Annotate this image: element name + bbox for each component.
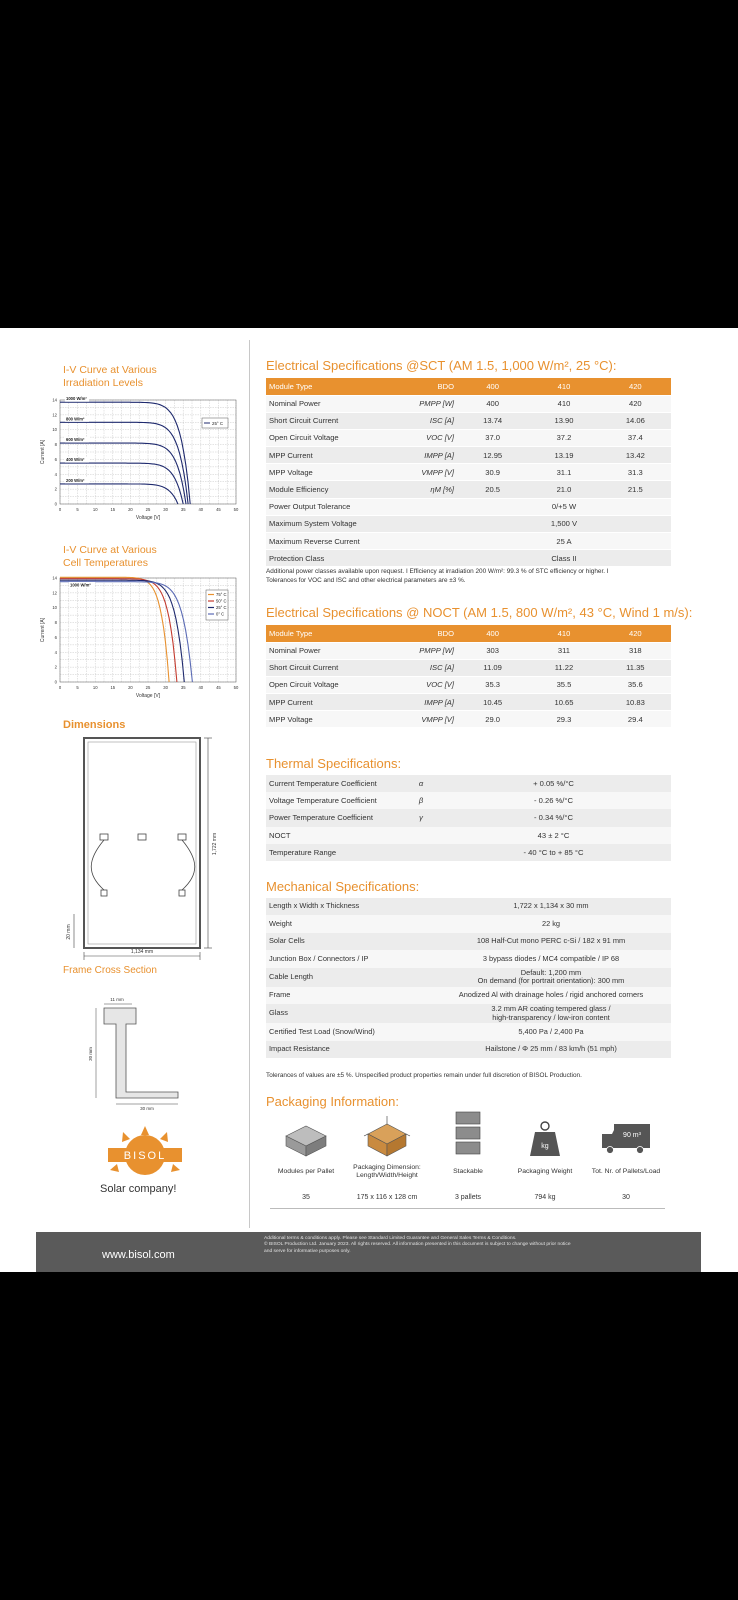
footer-legal-line-1: Additional terms & conditions apply. Please see Standard Limited Guarantee and General Sales Terms & Conditions. <box>264 1236 517 1241</box>
packaging-item-label-line-1: Tot. Nr. of Pallets/Load <box>591 1168 661 1175</box>
x-tick-label: 5 <box>76 507 79 512</box>
mechanical-row-value: 5,400 Pa / 2,400 Pa <box>518 1026 584 1036</box>
x-tick-label: 40 <box>198 685 204 690</box>
thermal-row-label: Voltage Temperature Coefficient <box>266 792 406 809</box>
mechanical-row-value-cell <box>431 968 671 987</box>
weight-icon-text: kg <box>541 1143 549 1150</box>
frame-cross-section-title: Frame Cross Section <box>63 965 157 976</box>
footer <box>36 1232 701 1272</box>
stackable-icon <box>450 1108 486 1160</box>
column-divider <box>249 340 250 1228</box>
noct-row-c3: 29.4 <box>600 711 671 728</box>
thermal-row <box>266 844 671 861</box>
y-tick-label: 4 <box>54 649 57 655</box>
stc-row <box>266 481 671 498</box>
x-tick-label: 20 <box>128 507 133 512</box>
noct-row-label: Nominal Power <box>266 642 402 659</box>
stc-row-sym: ISC [A] <box>402 412 457 429</box>
thermal-row <box>266 827 671 844</box>
mechanical-row-value-2: On demand (for portrait orientation): 300 mm <box>477 976 625 986</box>
stc-table <box>266 378 671 567</box>
truck-icon-text: 90 m³ <box>623 1132 641 1139</box>
noct-row-c2: 10.65 <box>528 694 599 711</box>
thermal-row-value: - 0.26 %/°C <box>436 792 671 809</box>
noct-row <box>266 676 671 693</box>
dimension-width-label: 1,134 mm <box>130 949 154 955</box>
packaging-divider <box>270 1208 665 1209</box>
chart-annotation: 1000 W/m² <box>70 582 91 588</box>
thermal-row-sym: β <box>406 792 436 809</box>
stc-row-label: Nominal Power <box>266 395 402 412</box>
datasheet-page <box>0 328 738 1272</box>
x-tick-label: 45 <box>216 507 221 512</box>
mechanical-row <box>266 987 671 1004</box>
x-tick-label: 30 <box>163 507 168 512</box>
y-tick-label: 10 <box>52 427 57 433</box>
series-line <box>60 443 186 504</box>
packaging-item-label <box>261 1168 351 1176</box>
legend-label: 75° C <box>216 592 227 597</box>
mechanical-row-value-cell <box>431 1041 671 1058</box>
stc-note <box>266 568 676 585</box>
legend-label: 25° C <box>216 605 227 610</box>
packaging-item-value: 35 <box>302 1194 310 1201</box>
stc-row-label: Short Circuit Current <box>266 412 402 429</box>
mechanical-title: Mechanical Specifications: <box>266 879 420 894</box>
stc-row-c1: 400 <box>457 395 528 412</box>
y-tick-label: 12 <box>52 590 57 596</box>
mechanical-row <box>266 933 671 950</box>
stc-span-label: Power Output Tolerance <box>266 498 457 515</box>
thermal-row-label: Power Temperature Coefficient <box>266 809 406 826</box>
x-axis-label: Voltage [V] <box>135 515 161 521</box>
stc-span-label: Maximum System Voltage <box>266 515 457 532</box>
mechanical-row-label: Weight <box>266 915 431 932</box>
noct-row-c3: 35.6 <box>600 676 671 693</box>
stc-span-value: 1,500 V <box>457 515 671 532</box>
y-axis-label: Current [A] <box>40 439 46 465</box>
noct-row-c1: 10.45 <box>457 694 528 711</box>
bisol-logo <box>100 1124 190 1180</box>
thermal-row <box>266 775 671 792</box>
packaging-item-label-line-1: Stackable <box>453 1168 483 1175</box>
pallet-icon <box>282 1118 330 1160</box>
y-tick-label: 8 <box>54 620 57 626</box>
noct-row-label: Open Circuit Voltage <box>266 676 402 693</box>
stc-span-value: 0/+5 W <box>457 498 671 515</box>
stc-header-c3: 420 <box>600 378 671 395</box>
thermal-row <box>266 809 671 826</box>
stc-span-row <box>266 533 671 550</box>
mechanical-row-label: Length x Width x Thickness <box>266 898 431 915</box>
iv-irradiation-chart <box>38 396 244 526</box>
y-tick-label: 0 <box>54 501 57 507</box>
series-label: 600 W/m² <box>66 437 85 443</box>
noct-row-c1: 35.3 <box>457 676 528 693</box>
x-tick-label: 35 <box>180 507 186 512</box>
stc-row-c3: 21.5 <box>600 481 671 498</box>
dimensions-title: Dimensions <box>63 719 126 731</box>
iv-temperature-title: I-V Curve at Various Cell Temperatures <box>63 544 157 569</box>
mechanical-row-value-cell <box>431 987 671 1004</box>
mechanical-row-label: Certified Test Load (Snow/Wind) <box>266 1023 431 1040</box>
module-dimensions-drawing <box>60 734 230 960</box>
stc-row-c2: 13.90 <box>528 412 599 429</box>
mechanical-row <box>266 950 671 967</box>
y-tick-label: 2 <box>54 486 57 492</box>
mechanical-row-value: Default: 1,200 mm <box>520 967 582 977</box>
noct-row <box>266 711 671 728</box>
iv-irradiation-title: I-V Curve at Various Irradiation Levels <box>63 364 157 389</box>
stc-row-label: Module Efficiency <box>266 481 402 498</box>
y-tick-label: 2 <box>54 664 57 670</box>
x-tick-label: 15 <box>110 685 116 690</box>
footer-legal <box>264 1236 684 1255</box>
noct-row-sym: IMPP [A] <box>402 694 457 711</box>
y-tick-label: 14 <box>52 575 57 581</box>
noct-row-label: MPP Current <box>266 694 402 711</box>
brand-name: BISOL <box>123 1150 167 1162</box>
packaging-item-label <box>581 1168 671 1176</box>
stc-row-c1: 20.5 <box>457 481 528 498</box>
noct-row-sym: VMPP [V] <box>402 711 457 728</box>
footer-url[interactable]: www.bisol.com <box>102 1249 175 1261</box>
stc-row <box>266 395 671 412</box>
noct-row <box>266 642 671 659</box>
x-tick-label: 0 <box>58 507 62 512</box>
noct-row-c1: 29.0 <box>457 711 528 728</box>
packaging-item-label-line-1: Modules per Pallet <box>277 1168 335 1175</box>
stc-row-sym: IMPP [A] <box>402 447 457 464</box>
x-tick-label: 40 <box>198 507 204 512</box>
mechanical-note: Tolerances of values are ±5 %. Unspecified product properties remain under full discretion of BISOL Production. <box>266 1072 582 1079</box>
thermal-row-sym <box>406 827 436 844</box>
packaging-title: Packaging Information: <box>266 1094 399 1109</box>
thermal-row-value: + 0.05 %/°C <box>436 775 671 792</box>
x-tick-label: 5 <box>76 685 79 690</box>
stc-row-c1: 13.74 <box>457 412 528 429</box>
packaging-item-label-line-1: Packaging Weight <box>517 1168 573 1175</box>
mechanical-row-label: Impact Resistance <box>266 1041 431 1058</box>
x-tick-label: 0 <box>58 685 62 690</box>
packaging-item-label <box>342 1164 432 1180</box>
stc-header-c1: 400 <box>457 378 528 395</box>
noct-row-c1: 303 <box>457 642 528 659</box>
noct-title: Electrical Specifications @ NOCT (AM 1.5, 800 W/m², 43 °C, Wind 1 m/s): <box>266 605 693 620</box>
noct-row-sym: ISC [A] <box>402 659 457 676</box>
stc-note-line-2: Tolerances for VOC and ISC and other electrical parameters are ±3 %. <box>266 576 466 584</box>
mechanical-row-value: 1,722 x 1,134 x 30 mm <box>513 901 589 911</box>
mechanical-row-label: Frame <box>266 987 431 1004</box>
mechanical-row-value-2: high-transparency / low-iron content <box>492 1012 610 1022</box>
noct-row-c2: 29.3 <box>528 711 599 728</box>
mechanical-row-value-cell <box>431 933 671 950</box>
thermal-row-sym <box>406 844 436 861</box>
stc-row-c2: 410 <box>528 395 599 412</box>
mechanical-row-label: Cable Length <box>266 968 431 987</box>
frame-bottom-label: 30 mm <box>140 1106 154 1110</box>
mechanical-row-label: Solar Cells <box>266 933 431 950</box>
mechanical-row-value: Anodized Al with drainage holes / rigid anchored corners <box>458 990 644 1000</box>
y-tick-label: 6 <box>54 456 57 462</box>
weight-icon <box>528 1118 562 1160</box>
y-tick-label: 12 <box>52 412 57 418</box>
noct-row-sym: VOC [V] <box>402 676 457 693</box>
y-tick-label: 4 <box>54 471 57 477</box>
thermal-row <box>266 792 671 809</box>
stc-title: Electrical Specifications @SCT (AM 1.5, 1,000 W/m², 25 °C): <box>266 358 617 373</box>
mechanical-row-value-cell <box>431 898 671 915</box>
frame-top-label: 11 mm <box>110 997 124 1002</box>
stc-row-c2: 21.0 <box>528 481 599 498</box>
stc-row-c2: 31.1 <box>528 464 599 481</box>
x-tick-label: 50 <box>233 685 239 690</box>
stc-row-label: MPP Voltage <box>266 464 402 481</box>
brand-tagline: Solar company! <box>100 1183 177 1195</box>
stc-span-label: Maximum Reverse Current <box>266 533 457 550</box>
y-tick-label: 10 <box>52 605 57 611</box>
packaging-item-label-line-2: Length/Width/Height <box>356 1172 418 1179</box>
thermal-row-label: NOCT <box>266 827 406 844</box>
mechanical-row-value-cell <box>431 1023 671 1040</box>
stc-row-c3: 37.4 <box>600 429 671 446</box>
noct-table <box>266 625 671 728</box>
x-tick-label: 10 <box>92 507 98 512</box>
noct-header-row <box>266 625 671 642</box>
iv-temperature-chart <box>38 574 244 704</box>
y-tick-label: 6 <box>54 634 57 640</box>
stc-span-row <box>266 498 671 515</box>
packaging-item-value: 30 <box>622 1194 630 1201</box>
footer-legal-line-3: and serve for informative purposes only. <box>264 1248 351 1254</box>
stc-header-label: Module Type <box>266 378 402 395</box>
stc-row <box>266 429 671 446</box>
stc-row-c1: 37.0 <box>457 429 528 446</box>
thermal-table <box>266 775 671 861</box>
x-tick-label: 20 <box>128 685 133 690</box>
thermal-row-value: - 0.34 %/°C <box>436 809 671 826</box>
legend-label: 25° C <box>212 421 224 426</box>
thermal-row-label: Temperature Range <box>266 844 406 861</box>
stc-row-sym: ηM [%] <box>402 481 457 498</box>
mechanical-row <box>266 915 671 932</box>
noct-row-label: MPP Voltage <box>266 711 402 728</box>
stc-span-value: 25 A <box>457 533 671 550</box>
series-label: 800 W/m² <box>66 416 85 422</box>
noct-row-sym: PMPP [W] <box>402 642 457 659</box>
mechanical-table <box>266 898 671 1058</box>
stc-row-label: MPP Current <box>266 447 402 464</box>
noct-row-c2: 11.22 <box>528 659 599 676</box>
noct-row-c3: 318 <box>600 642 671 659</box>
mechanical-row <box>266 1041 671 1058</box>
stc-header-c2: 410 <box>528 378 599 395</box>
x-tick-label: 30 <box>163 685 168 690</box>
noct-header-label: Module Type <box>266 625 402 642</box>
mechanical-row-label: Junction Box / Connectors / IP <box>266 950 431 967</box>
series-label: 200 W/m² <box>66 477 85 483</box>
noct-row-c3: 10.83 <box>600 694 671 711</box>
y-tick-label: 8 <box>54 442 57 448</box>
mechanical-row-value-cell <box>431 915 671 932</box>
noct-row-label: Short Circuit Current <box>266 659 402 676</box>
packaging-item-label-line-1: Packaging Dimension: <box>353 1164 421 1171</box>
x-tick-label: 15 <box>110 507 116 512</box>
x-tick-label: 25 <box>145 507 151 512</box>
stc-header-sym: BDO <box>402 378 457 395</box>
x-tick-label: 50 <box>233 507 239 512</box>
mechanical-row-value-cell <box>431 950 671 967</box>
stc-span-row <box>266 515 671 532</box>
mechanical-row-value: 108 Half-Cut mono PERC c-Si / 182 x 91 mm <box>476 936 626 946</box>
dimension-side-label: 20 mm <box>66 924 72 940</box>
x-tick-label: 45 <box>216 685 221 690</box>
thermal-row-sym: γ <box>406 809 436 826</box>
stc-row <box>266 412 671 429</box>
packaging-item-value: 175 x 116 x 128 cm <box>356 1194 418 1201</box>
packaging-item-value: 794 kg <box>534 1194 556 1201</box>
stc-span-row <box>266 550 671 567</box>
dimension-height-label: 1,722 mm <box>212 832 218 856</box>
stc-row-sym: VOC [V] <box>402 429 457 446</box>
mechanical-row-value: 3 bypass diodes / MC4 compatible / IP 68 <box>482 953 620 963</box>
mechanical-row <box>266 1004 671 1023</box>
stc-span-value: Class II <box>457 550 671 567</box>
mechanical-row-label: Glass <box>266 1004 431 1023</box>
footer-legal-line-2: © BISOL Production Ltd. January 2023. All rights reserved. All information presented in this document is subject to change without prior notice <box>264 1242 571 1248</box>
mechanical-row <box>266 968 671 987</box>
packaging-item-value: 3 pallets <box>454 1194 482 1201</box>
stc-row-c1: 12.95 <box>457 447 528 464</box>
noct-header-c2: 410 <box>528 625 599 642</box>
truck-icon <box>600 1120 652 1156</box>
mechanical-row-value-cell <box>431 1004 671 1023</box>
legend-label: 0° C <box>216 611 225 617</box>
stc-row-c2: 13.19 <box>528 447 599 464</box>
stc-row-sym: VMPP [V] <box>402 464 457 481</box>
thermal-title: Thermal Specifications: <box>266 756 402 771</box>
series-label: 1000 W/m² <box>66 396 87 402</box>
noct-header-c3: 420 <box>600 625 671 642</box>
noct-row-c2: 311 <box>528 642 599 659</box>
noct-row-c3: 11.35 <box>600 659 671 676</box>
stc-row-c3: 13.42 <box>600 447 671 464</box>
stc-header-row <box>266 378 671 395</box>
stc-row <box>266 464 671 481</box>
mechanical-row <box>266 1023 671 1040</box>
noct-header-sym: BDO <box>402 625 457 642</box>
stc-row-label: Open Circuit Voltage <box>266 429 402 446</box>
stc-row-sym: PMPP [W] <box>402 395 457 412</box>
stc-row-c3: 14.06 <box>600 412 671 429</box>
noct-row <box>266 659 671 676</box>
stc-row-c3: 420 <box>600 395 671 412</box>
thermal-row-sym: α <box>406 775 436 792</box>
noct-row-c2: 35.5 <box>528 676 599 693</box>
mechanical-row-value: 3.2 mm AR coating tempered glass / <box>491 1004 611 1014</box>
stc-row <box>266 447 671 464</box>
packaging-item-label <box>500 1168 590 1176</box>
noct-row <box>266 694 671 711</box>
stc-note-line-1: Additional power classes available upon request. I Efficiency at irradiation 200 W/m²: 99.3 % of STC efficiency or higher. I <box>266 568 609 575</box>
stc-row-c1: 30.9 <box>457 464 528 481</box>
mechanical-row-value: Hailstone / Φ 25 mm / 83 km/h (51 mph) <box>485 1044 617 1054</box>
x-tick-label: 35 <box>180 685 186 690</box>
frame-height-label: 30 mm <box>88 1047 93 1061</box>
mechanical-row-value: 22 kg <box>541 918 561 928</box>
series-label: 400 W/m² <box>66 457 85 463</box>
stc-span-label: Protection Class <box>266 550 457 567</box>
stc-row-c2: 37.2 <box>528 429 599 446</box>
thermal-row-label: Current Temperature Coefficient <box>266 775 406 792</box>
y-tick-label: 14 <box>52 397 57 403</box>
y-tick-label: 0 <box>54 679 57 685</box>
y-axis-label: Current [A] <box>40 617 46 643</box>
frame-cross-section-drawing <box>86 992 196 1110</box>
noct-header-c1: 400 <box>457 625 528 642</box>
x-tick-label: 10 <box>92 685 98 690</box>
thermal-row-value: - 40 °C to + 85 °C <box>436 844 671 861</box>
noct-row-c1: 11.09 <box>457 659 528 676</box>
package-dimension-icon <box>362 1114 412 1160</box>
legend-label: 50° C <box>216 598 227 604</box>
mechanical-row <box>266 898 671 915</box>
stc-row-c3: 31.3 <box>600 464 671 481</box>
x-tick-label: 25 <box>145 685 151 690</box>
thermal-row-value: 43 ± 2 °C <box>436 827 671 844</box>
x-axis-label: Voltage [V] <box>135 693 161 699</box>
